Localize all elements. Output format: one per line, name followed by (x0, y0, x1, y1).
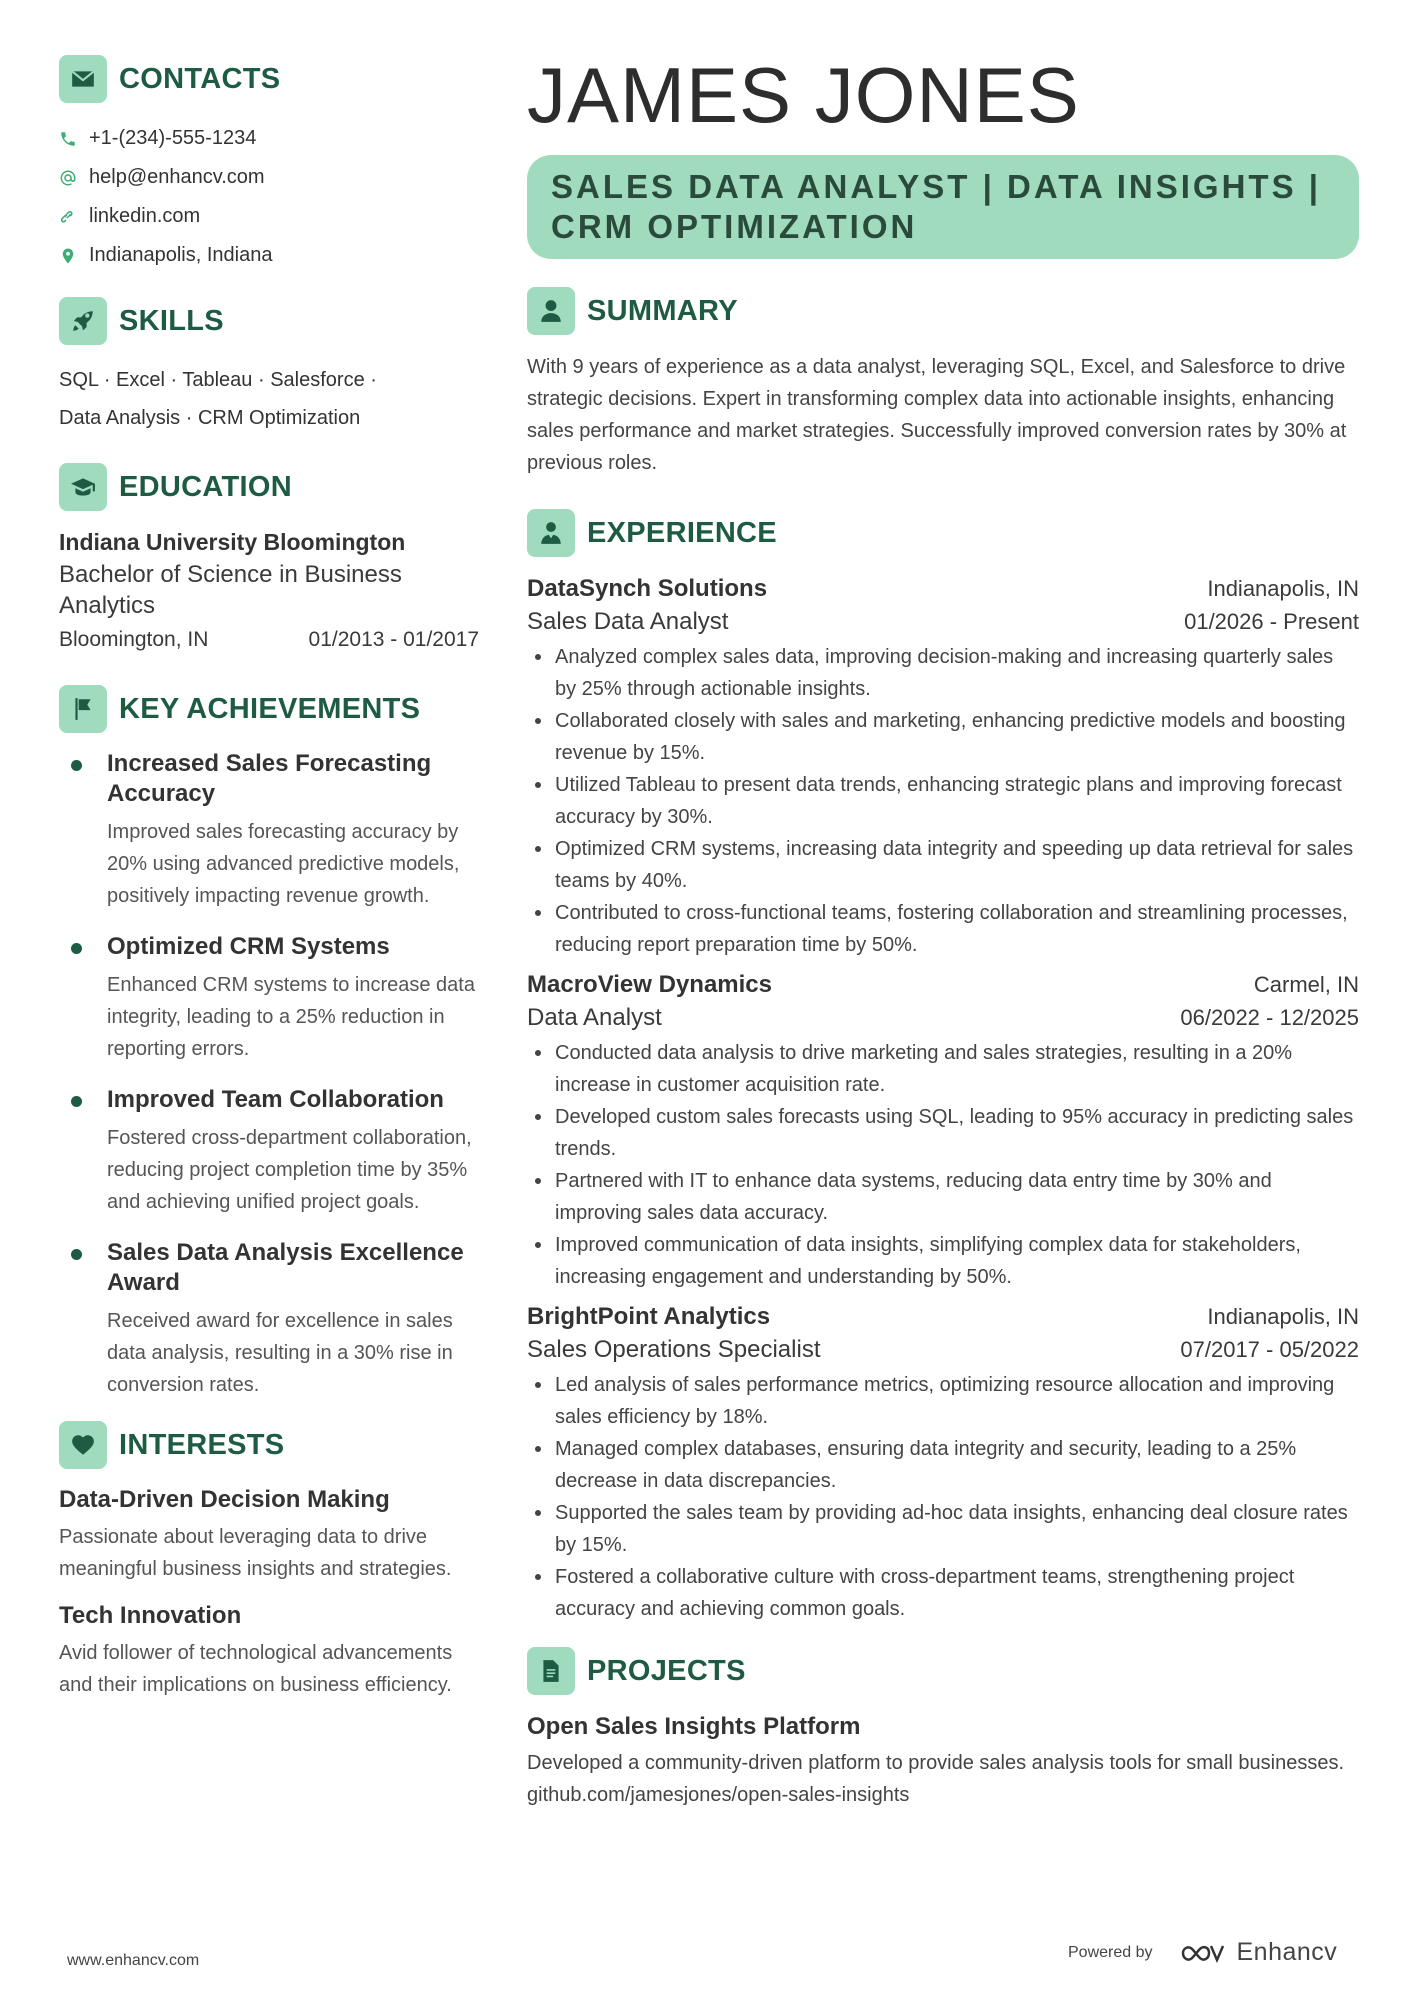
graduation-cap-icon (59, 463, 107, 511)
education-header (59, 463, 479, 511)
achievement-title: Optimized CRM Systems (107, 933, 390, 960)
achievement-desc: Fostered cross-department collaboration, reducing project completion time by 35% and achieving unified project goals. (107, 1127, 472, 1213)
job-bullets (527, 1369, 1359, 1625)
link-icon (59, 208, 77, 226)
rocket-icon (59, 297, 107, 345)
job-bullet: Managed complex databases, ensuring data integrity and security, leading to a 25% decrease in data discrepancies. (527, 1433, 1359, 1497)
education-heading: EDUCATION (119, 470, 292, 503)
phone-icon (59, 130, 77, 148)
job-role: Sales Operations Specialist (527, 1336, 821, 1363)
skills-line: SQL · Excel · Tableau · Salesforce · (59, 369, 377, 391)
envelope-icon (59, 55, 107, 103)
contacts-heading: CONTACTS (119, 62, 281, 95)
job-bullet: Utilized Tableau to present data trends, enhancing strategic plans and improving forecast accuracy by 30%. (527, 769, 1359, 833)
job-bullet: Led analysis of sales performance metrics, optimizing resource allocation and improving sales efficiency by 18%. (527, 1369, 1359, 1433)
interests-header (59, 1421, 479, 1469)
contact-location (59, 236, 479, 275)
phone-text: +1-(234)-555-1234 (89, 127, 257, 149)
interest-desc: Passionate about leveraging data to drive meaningful business insights and strategies. (59, 1526, 452, 1580)
job-title: SALES DATA ANALYST | DATA INSIGHTS | CRM OPTIMIZATION (551, 168, 1321, 245)
project-desc: Developed a community-driven platform to provide sales analysis tools for small businesses. github.com/jamesjones/open-sales-insights (527, 1752, 1345, 1806)
job-entry (527, 969, 1359, 1293)
edu-location: Bloomington, IN (59, 628, 209, 651)
achievement-item (59, 749, 479, 912)
job-company: BrightPoint Analytics (527, 1303, 771, 1330)
interests-heading: INTERESTS (119, 1428, 285, 1461)
skills-list (59, 361, 479, 437)
achievement-title: Improved Team Collaboration (107, 1086, 444, 1113)
experience-header (527, 509, 1359, 557)
achievement-title: Increased Sales Forecasting Accuracy (107, 750, 432, 807)
flag-icon (59, 685, 107, 733)
job-bullet: Partnered with IT to enhance data systems, reducing data entry time by 30% and improving sales data accuracy. (527, 1165, 1359, 1229)
footer-branding (1068, 1938, 1337, 1967)
job-location: Indianapolis, IN (1207, 1304, 1359, 1329)
footer-website[interactable]: www.enhancv.com (67, 1952, 200, 1969)
achievement-desc: Improved sales forecasting accuracy by 20% using advanced predictive models, positively impacting revenue growth. (107, 821, 460, 907)
bullet-dot (71, 1249, 82, 1260)
achievement-desc: Enhanced CRM systems to increase data integrity, leading to a 25% reduction in reporting errors. (107, 974, 475, 1060)
contacts-header (59, 55, 479, 103)
experience-heading: EXPERIENCE (587, 516, 777, 549)
job-location: Indianapolis, IN (1207, 576, 1359, 601)
job-dates: 06/2022 - 12/2025 (1180, 1005, 1359, 1030)
job-bullet: Optimized CRM systems, increasing data integrity and speeding up data retrieval for sales teams by 40%. (527, 833, 1359, 897)
summary-text: With 9 years of experience as a data analyst, leveraging SQL, Excel, and Salesforce to drive strategic decisions. Expert in transforming complex data into actionable insights, enhancing sales performance and market strategies. Successfully improved conversion rates by 30% at previous roles. (527, 356, 1347, 474)
heart-icon (59, 1421, 107, 1469)
achievement-desc: Received award for excellence in sales data analysis, resulting in a 30% rise in conversion rates. (107, 1310, 453, 1396)
candidate-name: JAMES JONES (527, 51, 1080, 139)
achievements-header (59, 685, 479, 733)
powered-by-label: Powered by (1068, 1943, 1153, 1961)
edu-degree: Bachelor of Science in Business Analytics (59, 561, 402, 619)
job-role: Data Analyst (527, 1004, 662, 1031)
job-bullet: Analyzed complex sales data, improving decision-making and increasing quarterly sales by 25% through actionable insights. (527, 641, 1359, 705)
achievement-item (59, 1238, 479, 1401)
achievement-item (59, 1085, 479, 1218)
bullet-dot (71, 760, 82, 771)
contact-link[interactable] (59, 197, 479, 236)
job-bullet: Contributed to cross-functional teams, fostering collaboration and streamlining processes, reducing report preparation time by 50%. (527, 897, 1359, 961)
email-text: help@enhancv.com (89, 166, 265, 188)
job-role: Sales Data Analyst (527, 608, 729, 635)
job-bullets (527, 1037, 1359, 1293)
bullet-dot (71, 943, 82, 954)
contact-email[interactable] (59, 158, 479, 197)
project-title: Open Sales Insights Platform (527, 1713, 861, 1740)
summary-header (527, 287, 1359, 335)
summary-heading: SUMMARY (587, 294, 738, 327)
enhancv-logo[interactable] (1179, 1938, 1338, 1967)
education-entry (59, 527, 479, 655)
skills-line: Data Analysis · CRM Optimization (59, 407, 361, 429)
job-location: Carmel, IN (1253, 972, 1359, 997)
interests-list (59, 1485, 479, 1701)
document-icon (527, 1647, 575, 1695)
job-bullet: Developed custom sales forecasts using SQL, leading to 95% accuracy in predicting sales trends. (527, 1101, 1359, 1165)
contact-phone[interactable] (59, 119, 479, 158)
interest-title: Data-Driven Decision Making (59, 1486, 390, 1513)
edu-meta (59, 625, 479, 655)
achievements-list (59, 749, 479, 1401)
location-text: Indianapolis, Indiana (89, 244, 273, 266)
interest-desc: Avid follower of technological advancements and their implications on business efficiency. (59, 1642, 453, 1696)
skills-header (59, 297, 479, 345)
achievements-heading: KEY ACHIEVEMENTS (119, 692, 421, 725)
user-tie-icon (527, 509, 575, 557)
skills-heading: SKILLS (119, 304, 224, 337)
user-icon (527, 287, 575, 335)
right-column (527, 50, 1359, 1811)
enhancv-logo-icon (1179, 1940, 1227, 1966)
job-bullet: Conducted data analysis to drive marketing and sales strategies, resulting in a 20% increase in customer acquisition rate. (527, 1037, 1359, 1101)
job-dates: 07/2017 - 05/2022 (1180, 1337, 1359, 1362)
projects-header (527, 1647, 1359, 1695)
job-company: DataSynch Solutions (527, 575, 768, 602)
at-sign-icon (59, 169, 77, 187)
job-company: MacroView Dynamics (527, 971, 773, 998)
achievement-item (59, 932, 479, 1065)
bullet-dot (71, 1096, 82, 1107)
job-bullet: Supported the sales team by providing ad-hoc data insights, enhancing deal closure rates by 15%. (527, 1497, 1359, 1561)
projects-heading: PROJECTS (587, 1654, 746, 1687)
edu-dates: 01/2013 - 01/2017 (308, 628, 479, 651)
job-bullets (527, 641, 1359, 961)
achievement-title: Sales Data Analysis Excellence Award (107, 1239, 464, 1296)
edu-school: Indiana University Bloomington (59, 529, 406, 555)
job-entry (527, 1301, 1359, 1625)
link-text: linkedin.com (89, 205, 201, 227)
interest-title: Tech Innovation (59, 1602, 242, 1629)
job-bullet: Collaborated closely with sales and marketing, enhancing predictive models and boosting revenue by 15%. (527, 705, 1359, 769)
brand-name: Enhancv (1236, 1938, 1338, 1966)
job-entry (527, 573, 1359, 961)
job-bullet: Improved communication of data insights, simplifying complex data for stakeholders, increasing engagement and understanding by 50%. (527, 1229, 1359, 1293)
left-column (59, 55, 479, 1717)
title-banner (527, 155, 1359, 259)
job-bullet: Fostered a collaborative culture with cross-department teams, strengthening project accuracy and achieving common goals. (527, 1561, 1359, 1625)
job-dates: 01/2026 - Present (1184, 609, 1359, 634)
map-pin-icon (59, 247, 77, 265)
